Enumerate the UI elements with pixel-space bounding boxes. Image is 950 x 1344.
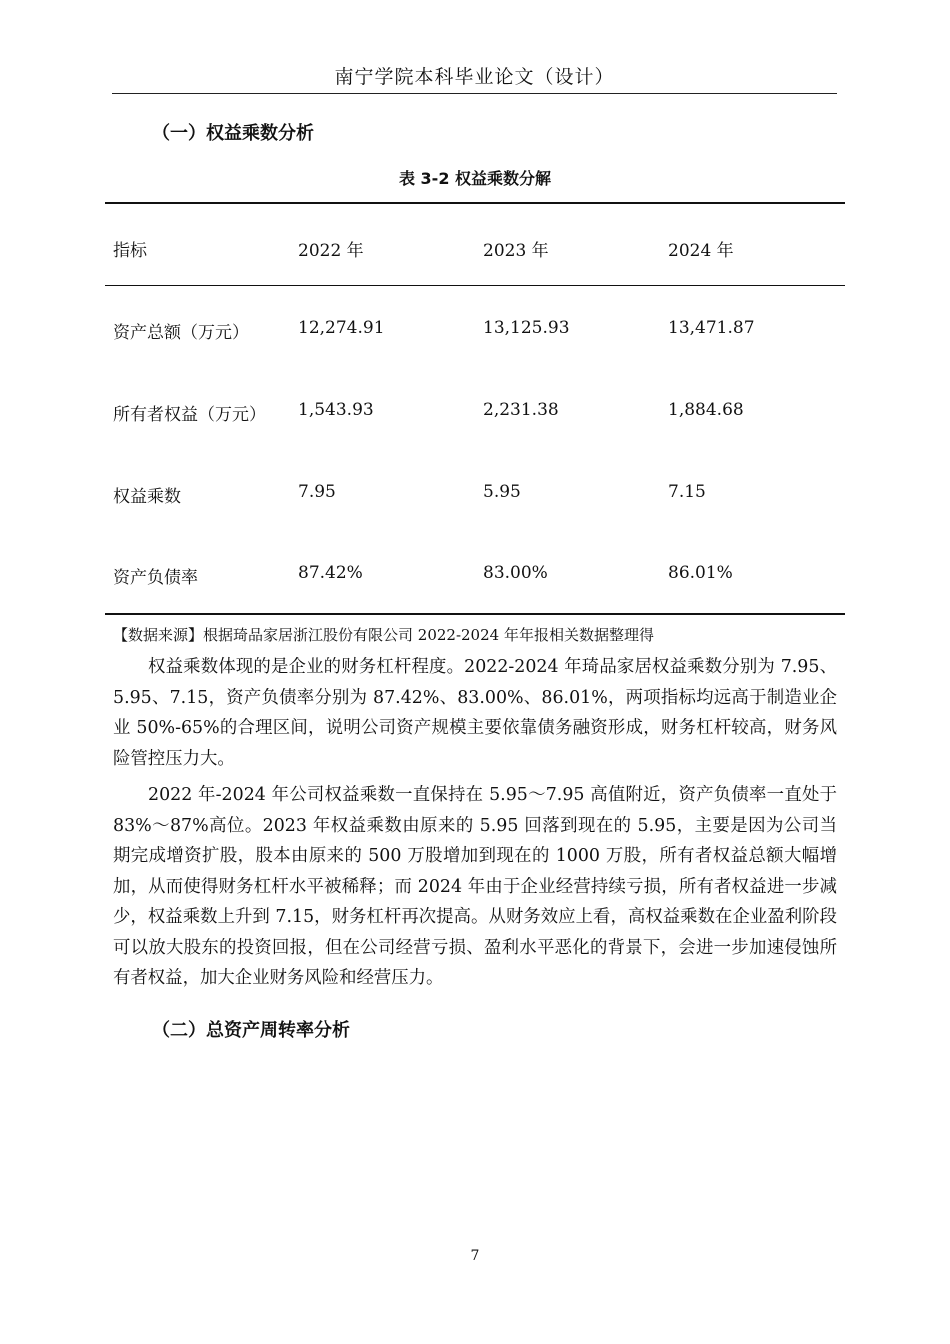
table-header-cell: 2024 年 xyxy=(668,241,734,261)
table-header-cell: 2022 年 xyxy=(298,241,364,261)
table-cell: 权益乘数 xyxy=(113,487,181,507)
table-cell: 13,471.87 xyxy=(668,318,755,338)
table-cell: 13,125.93 xyxy=(483,318,570,338)
section-heading-equity-multiplier: （一）权益乘数分析 xyxy=(152,123,314,144)
table-bottom-rule xyxy=(105,613,845,615)
body-paragraph: 权益乘数体现的是企业的财务杠杆程度。2022-2024 年琦品家居权益乘数分别为 7.95、5.95、7.15，资产负债率分别为 87.42%、83.00%、86.01%，两项指标均远高于制造业企业 50%-65%的合理区间，说明公司资产规模主要依靠债务融资形成，财务杠杆较高，财务风险管控压力大。 xyxy=(113,657,837,769)
table-header-cell: 指标 xyxy=(113,241,147,261)
table-cell: 资产总额（万元） xyxy=(113,323,249,343)
table-cell: 12,274.91 xyxy=(298,318,385,338)
table-header-cell: 2023 年 xyxy=(483,241,549,261)
table-caption: 表 3-2 权益乘数分解 xyxy=(398,169,552,188)
table-cell: 7.15 xyxy=(668,482,706,502)
table-header-row xyxy=(105,236,845,266)
table-cell: 5.95 xyxy=(483,482,521,502)
table-header-rule xyxy=(105,285,845,286)
table-cell: 7.95 xyxy=(298,482,336,502)
table-row xyxy=(105,318,845,348)
table-cell: 1,543.93 xyxy=(298,400,374,420)
table-cell: 86.01% xyxy=(668,563,733,583)
page-header: 南宁学院本科毕业论文（设计） xyxy=(334,66,615,88)
table-row xyxy=(105,563,845,593)
table-source-note: 【数据来源】根据琦品家居浙江股份有限公司 2022-2024 年年报相关数据整理得 xyxy=(113,626,654,644)
table-cell: 所有者权益（万元） xyxy=(113,405,266,425)
section-heading-asset-turnover: （二）总资产周转率分析 xyxy=(152,1020,350,1041)
table-cell: 2,231.38 xyxy=(483,400,559,420)
table-cell: 资产负债率 xyxy=(113,568,198,588)
body-paragraph: 2022 年-2024 年公司权益乘数一直保持在 5.95～7.95 高值附近，资产负债率一直处于 83%～87%高位。2023 年权益乘数由原来的 5.95 回落到现在的 5.95，主要是因为公司当期完成增资扩股，股本由原来的 500 万股增加到现在的 1000 万股，所有者权益总额大幅增加，从而使得财务杠杆水平被稀释；而 2024 年由于企业经营持续亏损，所有者权益进一步减少，权益乘数上升到 7.15，财务杠杆再次提高。从财务效应上看，高权益乘数在企业盈利阶段可以放大股东的投资回报，但在公司经营亏损、盈利水平恶化的背景下，会进一步加速侵蚀所有者权益，加大企业财务风险和经营压力。 xyxy=(113,785,837,988)
table-cell: 83.00% xyxy=(483,563,548,583)
table-row xyxy=(105,400,845,430)
table-cell: 87.42% xyxy=(298,563,363,583)
table-cell: 1,884.68 xyxy=(668,400,744,420)
page-number: 7 xyxy=(470,1248,480,1264)
table-row xyxy=(105,482,845,512)
header-rule xyxy=(112,93,837,94)
table-top-rule xyxy=(105,202,845,204)
